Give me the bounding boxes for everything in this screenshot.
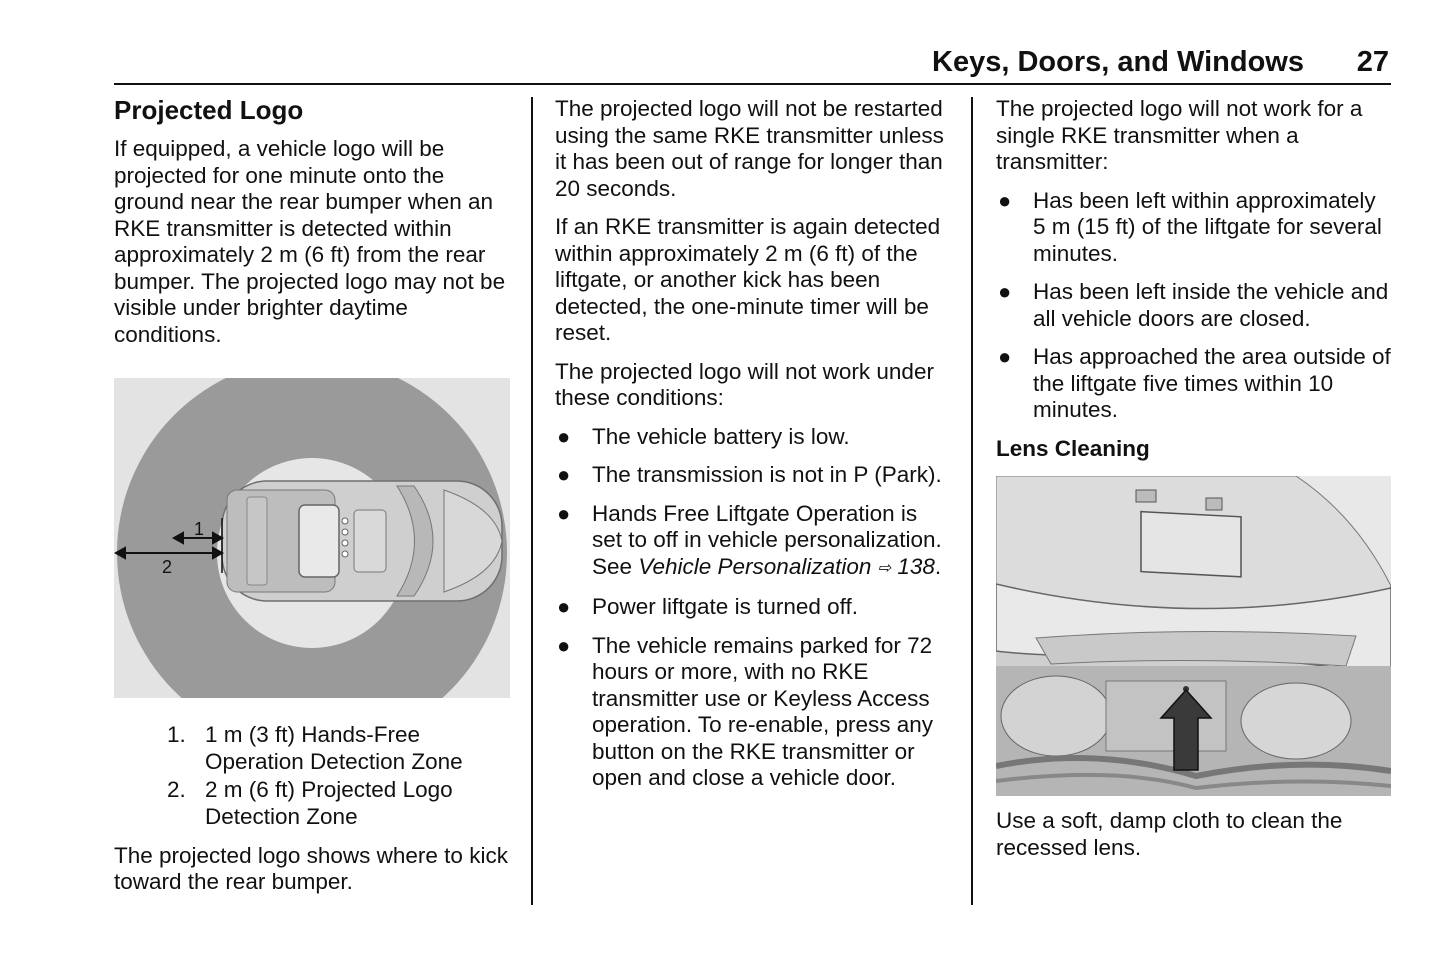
legend-number: 2. (167, 776, 186, 802)
detection-zone-figure (114, 378, 514, 705)
page-number: 27 (1356, 46, 1389, 78)
bullet-icon: ● (557, 500, 571, 526)
legend-text: 1 m (3 ft) Hands-Free Operation Detection Zone (205, 721, 463, 774)
conditions-list (555, 424, 950, 792)
rear-bumper-illustration (996, 476, 1391, 796)
legend-item (114, 776, 514, 831)
paragraph: The projected logo will not work under these conditions: (555, 358, 934, 410)
legend-number: 1. (167, 721, 186, 747)
list-item: ● Has been left inside the vehicle and all vehicle doors are closed. (998, 279, 1389, 331)
paragraph: The projected logo will not be restarted using the same RKE transmitter unless it has been out of range for longer than 20 seconds. (555, 96, 944, 201)
list-item: ● The vehicle battery is low. (557, 423, 850, 449)
bullet-icon: ● (557, 632, 571, 658)
column-1 (114, 95, 514, 908)
transmitter-conditions-list (996, 188, 1391, 424)
list-item: ● Hands Free Liftgate Operation is set to off in vehicle personalization. See Vehicle Personalization ⇨ 138. (557, 500, 942, 579)
bullet-icon: ● (557, 423, 571, 449)
callout-2: 2 (162, 557, 173, 577)
bullet-icon: ● (557, 462, 571, 487)
lens-location-figure (996, 476, 1391, 803)
column-2 (555, 96, 950, 804)
paragraph: If an RKE transmitter is again detected within approximately 2 m (6 ft) of the liftgate, or another kick has been detected, the one-minute timer will be reset. (555, 214, 941, 345)
list-item: ● Power liftgate is turned off. (557, 594, 858, 619)
column-divider-2 (971, 97, 973, 905)
paragraph: The projected logo will not work for a single RKE transmitter when a transmitter: (996, 96, 1363, 174)
list-item: ● Has approached the area outside of the liftgate five times within 10 minutes. (998, 344, 1391, 422)
page-arrow-icon: ⇨ (877, 559, 892, 577)
detection-zone-illustration (114, 378, 510, 698)
callout-1: 1 (194, 519, 205, 539)
bullet-icon: ● (557, 594, 571, 619)
subheading: Lens Cleaning (996, 435, 1150, 461)
column-divider-1 (531, 97, 533, 905)
legend-text: 2 m (6 ft) Projected Logo Detection Zone (205, 776, 453, 829)
list-item: ● Has been left within approximately 5 m (15 ft) of the liftgate for several minutes. (998, 187, 1382, 266)
column-3 (996, 96, 1391, 873)
figure-legend (114, 721, 514, 831)
intro-paragraph: If equipped, a vehicle logo will be projected for one minute onto the ground near the rear bumper when an RKE transmitter is detected within approximately 2 m (6 ft) from the rear bumper. The projected logo may not be visible under brighter daytime conditions. (114, 136, 506, 347)
bullet-icon: ● (998, 187, 1012, 213)
header-rule (114, 83, 1391, 85)
list-item: ● The vehicle remains parked for 72 hours or more, with no RKE transmitter use or Keyless Access operation. To re-enable, press any button on the RKE transmitter or open and close a vehicle door. (557, 632, 934, 790)
running-header-title: Keys, Doors, and Windows (932, 46, 1304, 78)
closing-paragraph: The projected logo shows where to kick toward the rear bumper. (114, 842, 508, 894)
closing-paragraph: Use a soft, damp cloth to clean the recessed lens. (996, 808, 1343, 860)
list-item: ● The transmission is not in P (Park). (557, 462, 942, 487)
vehicle-top-view-icon (222, 481, 502, 601)
legend-item (114, 721, 514, 776)
cross-reference-link[interactable]: Vehicle Personalization ⇨ 138 (638, 553, 935, 579)
bullet-icon: ● (998, 279, 1012, 304)
bullet-icon: ● (998, 344, 1012, 369)
section-heading: Projected Logo (114, 95, 304, 125)
